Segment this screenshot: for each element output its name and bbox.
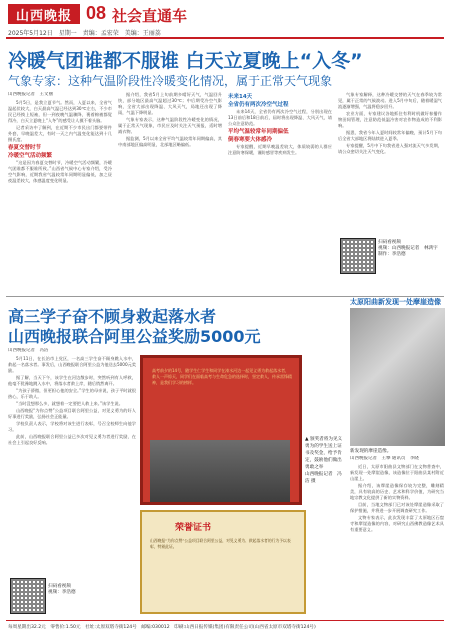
mid-body [8, 348, 136, 572]
qr-code-icon[interactable] [10, 578, 46, 614]
subhead: 春夏交替时节 [8, 145, 42, 151]
paragraph: “这是因为春夏交替时节，冷暖空气活动频繁，冷暖气团谁都不服谁所致。”山西省气候中心专家介绍，受冷空气影响，近期我省气温较常年同期明显偏低，加之昼夜温差较大，体感温度变化明显。 [8, 160, 112, 183]
lead-subheadline: 气象专家：这种气温阶段性冷暖变化情况，属于正常天气现象 [8, 74, 333, 88]
qr-code-icon[interactable] [340, 238, 376, 274]
paragraph: 5月5日，是我立夏节气。然而，入夏以来，全省气温起伏较大，白天最高气温已经达到30℃左右，不少市民已经换上短袖，但一到夜晚气温骤降，裹着棉被都觉得冷，白天立夏晚上“入冬”的感受让人摸不着头脑。 [8, 100, 112, 123]
mid-headline: 高三学子奋不顾身救起落水者 [8, 307, 217, 326]
page-number: 08 [86, 3, 107, 23]
people-photo [150, 440, 290, 502]
side-author: 山西晚报记者 王攀 通讯员 李晓 [350, 456, 419, 461]
paragraph: 近日，太原市阳曲县文物部门在文物普查中，新发现一处摩崖造像，该造像位于阳曲县某村附近山崖上。 [350, 464, 444, 481]
lead-column-2 [118, 92, 222, 292]
paragraph: 据悉，我省今年入夏时间较常年偏晚，预计5月下旬后全省大部地区将陆续进入夏季。 [338, 130, 442, 141]
stone-carving-photo [350, 308, 445, 446]
masthead [0, 0, 450, 44]
subhead: 全省仍有两次冷空气过程 [228, 102, 289, 108]
paragraph: “为孩子骄傲，但更担心他的安全。”学生的母亲说，孩子平时就很热心，乐于助人。 [8, 388, 136, 399]
lead-column-3 [228, 92, 332, 292]
paragraph: 目前，当地文物部门已对该处摩崖造像采取了保护措施，并将进一步开展调查研究工作。 [350, 502, 444, 513]
paragraph: 文物专家表示，此次发现丰富了太原地区石窟寺和摩崖造像的内容，对研究山西佛教造像艺术具有重要意义。 [350, 515, 444, 532]
dateline: 2025年5月12日 星期一 责编：孟宏荣 美编：王丽荔 [8, 30, 161, 37]
paragraph: 专家提醒，5月中下旬我省进入强对流天气多发期，请公众密切关注天气变化。 [338, 143, 442, 154]
section-title: 社会直通车 [112, 7, 188, 25]
photo-caption: 新发现的摩崖造像。 [350, 449, 392, 454]
paragraph: 未来14天，全省仍有两次冷空气过程，分别出现在13日前后和18日前后，届时将出现降温、大风天气，请公众注意防范。 [228, 109, 332, 126]
paragraph: 气象专家解释，这种冷暖交替的天气在春季较为常见，属于正常的气候波动。进入5月中旬后，随着暖湿气流逐渐增强，气温将稳步回升。 [338, 92, 442, 109]
footer-info: 每周星期出32.2元 零售价:1.50元 社址:太原双塔寺街124号 邮编:030012 印刷:山西日报传媒(集团)有限责任公司(山西省太原市双塔寺街124号) [8, 625, 316, 630]
certificate-title: 荣誉证书 [175, 523, 212, 533]
paragraph: 据监测，5月以来全省平均气温较常年同期偏高，其中南部地区偏高明显，北部地区略偏低。 [118, 136, 222, 147]
banner-text: 高考前夕的14号，随学生仁学生和同学在涑水河边一起见义勇为救起落水者，救人一声惊天，同学们在面临高考与生命危急的选择时，坚定救人，传承雷锋精神，是我们学习的榜样。 [152, 368, 292, 385]
subhead: 倒春寒要大体感冷 [228, 137, 273, 143]
paragraph: “当时没想那么多，就想着一定要把人救上来。”该学生说。 [16, 401, 123, 406]
lead-author: 山西晚报记者 王文丽 [8, 92, 53, 97]
lead-column-4 [338, 92, 442, 232]
paragraph: 山西晚报“为你点赞”公益项目联合阿里公益，对见义勇为的好人好事进行奖励，弘扬社会正能量。 [8, 408, 136, 419]
paragraph: 专家提醒，近期早晚温差较大，体质较弱的人群应注意防寒保暖，谨防感冒等疾病发生。 [228, 144, 332, 155]
paragraph: 记者采访中了解到，在近期不少市民出门都要带件外套，早晚温差大，有时一天之内气温变化能达到十几摄氏度。 [8, 125, 112, 142]
subhead: 未来14天 [228, 94, 253, 100]
mid-author: 山西晚报记者 冯洁 [8, 348, 49, 353]
certificate-body: 山西晚报“为你点赞”公益项目联合阿里公益，对见义勇为、救起落水者的行为予以表彰，特颁此证。 [150, 538, 291, 549]
qr-label: 扫码看视频 视频：山西晚报记者 林鸿宇 制作：李浩德 [378, 240, 438, 257]
photo-caption: ▲ 颁奖者将为见义勇为的学生送上证书及奖金，给予肯定，鼓励他们做出勇敢之举 山西晚报记者 冯洁 摄 [305, 437, 343, 484]
subhead: 平均气温较常年同期偏低 [228, 129, 289, 135]
mid-headline-2: 山西晚报联合阿里公益奖励5000元 [8, 327, 261, 346]
paragraph: 据介绍，我省5月上旬前期多晴好天气，气温回升快，部分地区最高气温超过30℃；中后期受冷空气影响，全省大部出现降温、大风天气，局地还出现了降雨，气温下降明显。 [118, 92, 222, 115]
lead-column-1 [8, 92, 112, 292]
paragraph: 据了解，当天下午，该学生在河边散步时，突然听到有人呼救，他毫不犹豫地跳入水中，将落水者救上岸，随后悄然离开。 [8, 375, 136, 386]
qr-label: 扫码看视频 视频：李浩德 [48, 584, 76, 595]
paragraph: 气象专家表示，这种气温阶段性冷暖变化的情况，属于正常天气现象，市民应及时关注天气预报，适时增减衣物。 [118, 117, 222, 134]
paragraph: 据介绍，该摩崖造像保存较为完整，雕刻精美，具有较高的历史、艺术和科学价值，为研究当地宗教文化提供了新的实物资料。 [350, 483, 444, 500]
masthead-rule [6, 37, 444, 39]
paragraph: 此前，山西晚报联合阿里公益已多次对见义勇为者进行奖励，在社会上引起良好反响。 [8, 434, 136, 445]
lead-headline: 冷暖气团谁都不服谁 白天立夏晚上“入冬” [8, 50, 363, 72]
side-headline: 太原阳曲新发现一处摩崖造像 [350, 298, 441, 306]
paragraph: 学校负责人表示，学校将对该生进行表彰，号召全校师生向他学习。 [8, 421, 136, 432]
footer-rule [6, 620, 444, 621]
certificate-photo [140, 510, 306, 614]
newspaper-logo: 山西晚报 [8, 4, 80, 24]
subhead: 冷暖空气活动频繁 [8, 153, 53, 159]
side-body [350, 456, 444, 616]
paragraph: 5月11日，在长治市上党区，一名高三学生奋不顾身跳入水中，救起一名落水者。事发后，山西晚报联合阿里公益为他送去5000元奖励。 [8, 356, 136, 373]
paragraph: 农业方面，专家建议各地抓住有利时机做好春播作物田间管理，注意防范低温冷害对农作物造成的不利影响。 [338, 111, 442, 128]
